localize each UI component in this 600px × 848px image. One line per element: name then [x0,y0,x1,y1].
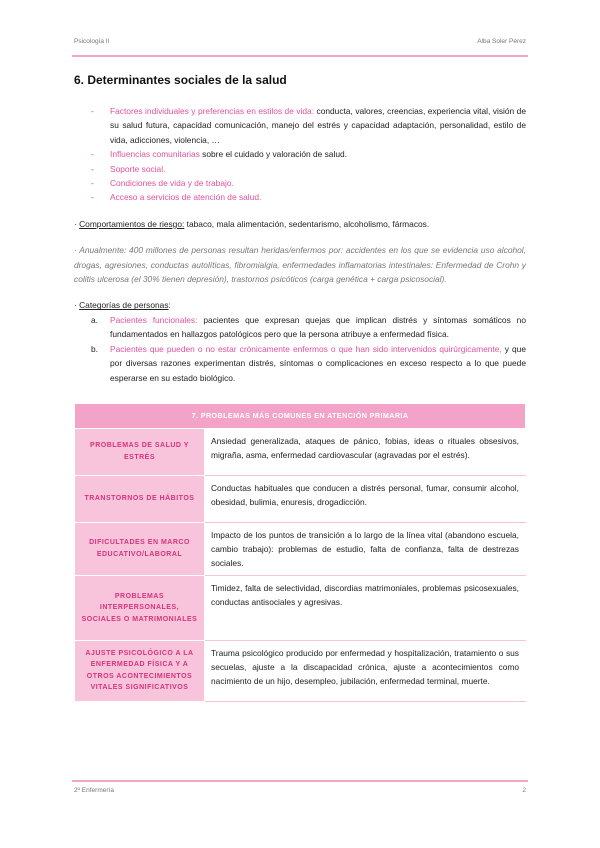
row-category: TRANSTORNOS DE HÁBITOS [75,475,205,522]
row-category: DIFICULTADES EN MARCO EDUCATIVO/LABORAL [75,522,205,575]
item-highlight: Influencias comunitarias [110,149,200,160]
item-highlight: Factores individuales y preferencias en estilos de vida: [110,106,315,116]
item-text: y que por diversas razones experimentan distrés, síntomas o complicaciones en exceso respecto a lo que puede esperarse en su estado biológico. [110,343,526,383]
categories-heading: · Categorías de personas: [74,300,171,311]
list-item [74,313,526,342]
categories-list [74,313,526,385]
header-course: Psicología II [74,38,110,45]
list-item [74,176,526,190]
row-description: Trauma psicológico producido por enfermedad y hospitalización, tratamiento o sus secuelas, ajuste a la discapacidad crónica, ajuste a acontecimientos como nacimiento de un hijo, desempleo, jubilación, enfermedad terminal, muerte. [205,640,526,701]
table-row [75,522,526,575]
annual-note: · Anualmente: 400 millones de personas resultan heridas/enfermos por: accidentes en los que se evidencia uso alcohol, drogas, agresiones, conductas autolíticas, fibromialgia, enfermedades inflamatorias intestinales: Enfermedad de Crohn y colitis ulcerosa (el 30% tienen depresión), trastornos psicóticos (carga genética + carga psicosocial). [74,245,526,285]
footer-program: 2º Enfermería [74,787,114,794]
table-row [75,640,526,701]
risk-text: tabaco, mala alimentación, sedentarismo, alcoholismo, fármacos. [184,218,430,229]
header-divider [72,55,528,57]
list-item [74,147,526,161]
list-item [74,104,526,147]
row-category: PROBLEMAS DE SALUD Y ESTRÉS [75,428,205,475]
categories-label: Categorías de personas [79,300,169,311]
determinants-list [74,104,526,205]
item-highlight: Pacientes que pueden o no estar crónicamente enfermos o que han sido intervenidos quirúrgicamente, [110,343,502,354]
list-item [74,162,526,176]
risk-behaviors: · Comportamientos de riesgo: tabaco, mala alimentación, sedentarismo, alcoholismo, fármacos. [74,218,430,229]
header-author: Alba Soler Pérez [477,38,526,45]
page-content [74,72,526,702]
item-text: sobre el cuidado y valoración de salud. [199,149,347,160]
section-title: 6. Determinantes sociales de la salud [74,73,287,87]
list-item [74,190,526,204]
table-row [75,575,526,640]
item-text: conducta, valores, creencias, experiencia vital, visión de su salud futura, capacidad comunicación, manejo del estrés y capacidad adaptación, personalidad, estilo de vida, adicciones, violencia, … [110,106,526,145]
footer-divider [72,780,528,782]
table-title: 7. PROBLEMAS MÁS COMUNES EN ATENCIÓN PRIMARIA [75,403,526,428]
row-category: PROBLEMAS INTERPERSONALES, SOCIALES O MATRIMONIALES [75,575,205,640]
item-highlight: Condiciones de vida y de trabajo. [110,178,234,189]
list-item [74,342,526,385]
primary-care-problems-table [74,403,526,702]
item-text: pacientes que expresan quejas que implican distrés y síntomas somáticos no fundamentados en hallazgos patológicos pero que la persona atribuye a enfermedad física. [110,314,527,340]
risk-label: Comportamientos de riesgo: [79,218,185,229]
list-marker: b. [91,343,98,354]
item-highlight: Pacientes funcionales: [110,314,198,325]
list-marker: a. [91,314,98,325]
item-highlight: Soporte social. [110,163,166,174]
page-header [74,38,526,54]
row-category: AJUSTE PSICOLÓGICO A LA ENFERMEDAD FÍSICA Y A OTROS ACONTECIMIENTOS VITALES SIGNIFICATIVOS [75,640,205,701]
page-number: 2 [522,787,526,794]
row-description: Ansiedad generalizada, ataques de pánico, fobias, ideas o rituales obsesivos, migraña, asma, enfermedad cardiovascular (agravadas por el estrés). [205,428,526,475]
item-highlight: Acceso a servicios de atención de salud. [110,192,262,203]
table-row [75,475,526,522]
row-description: Conductas habituales que conducen a distrés personal, fumar, consumir alcohol, obesidad, bulimia, enuresis, drogadicción. [205,475,526,522]
row-description: Timidez, falta de selectividad, discordias matrimoniales, problemas psicosexuales, conductas antisociales y agresivas. [205,575,526,640]
table-row [75,428,526,475]
row-description: Impacto de los puntos de transición a lo largo de la línea vital (abandono escuela, cambio trabajo): problemas de estudio, falta de confianza, falta de destrezas sociales. [205,522,526,575]
